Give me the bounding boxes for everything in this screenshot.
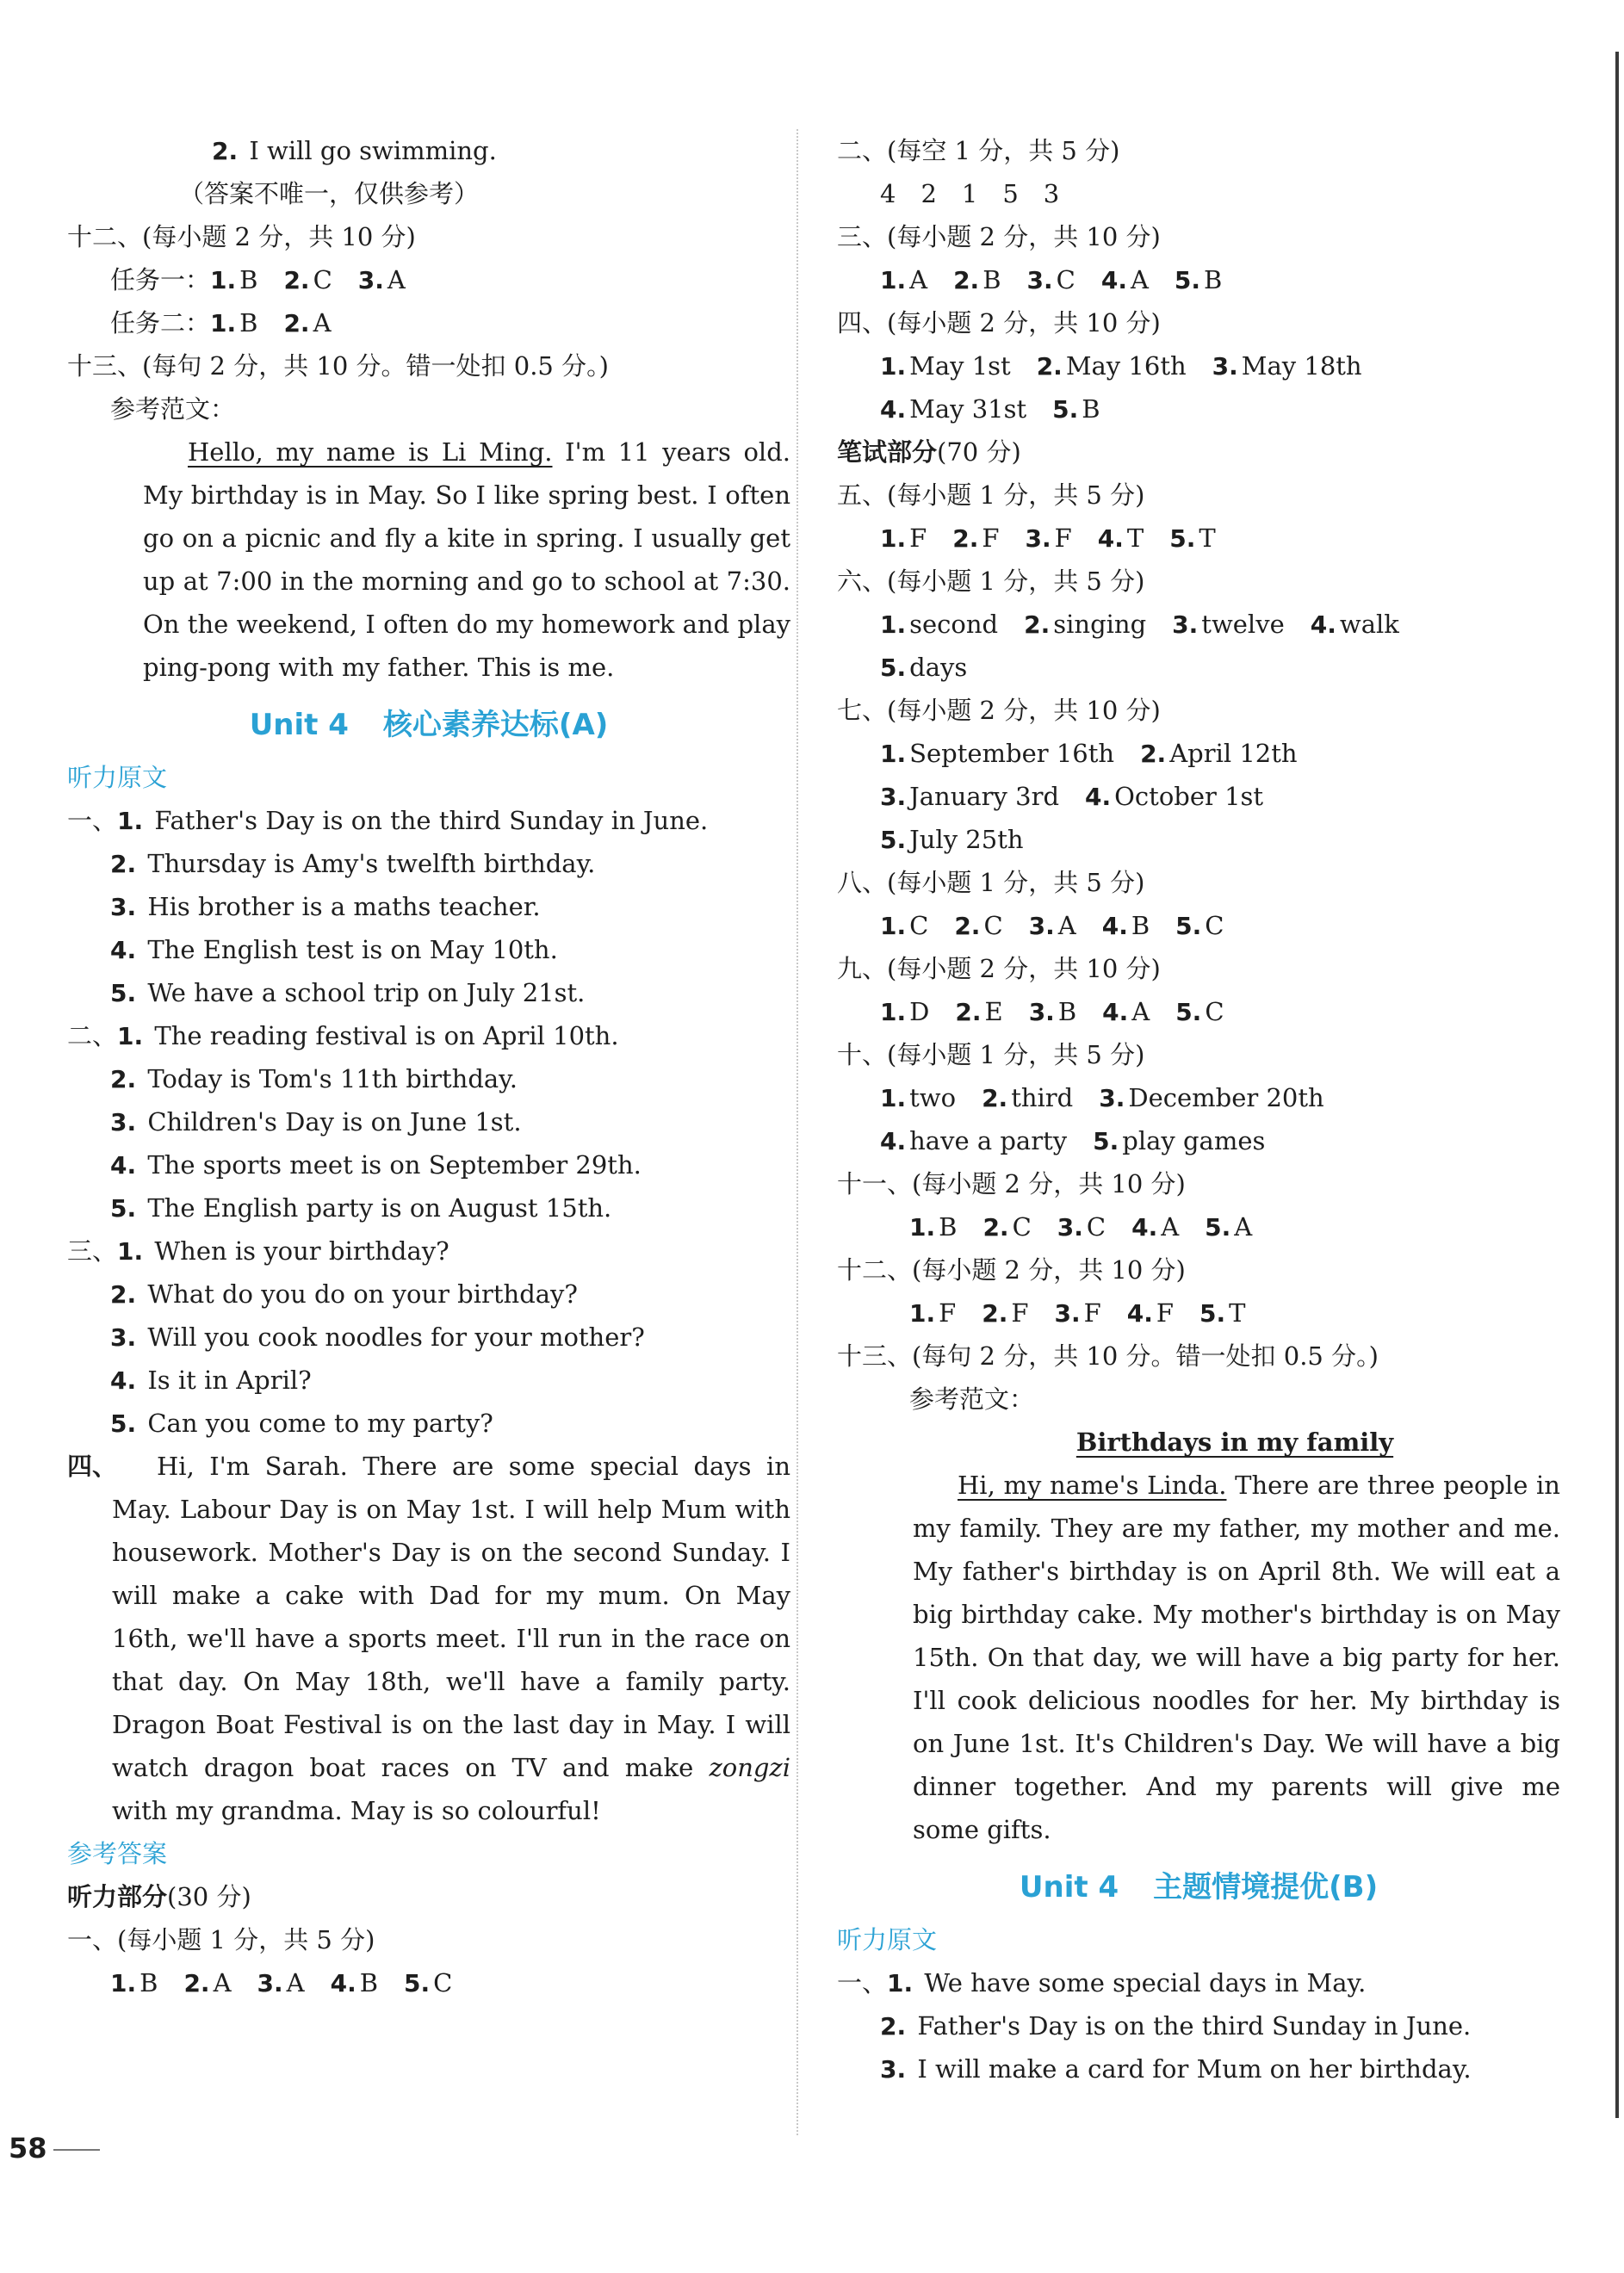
listening-item: 4. The English test is on May 10th. [110, 935, 558, 964]
answer-row: 1. B 2. C 3. C 4. A 5. A [909, 1212, 1253, 1242]
page-number-rule [53, 2149, 100, 2151]
listening-item: 4. Is it in April? [110, 1366, 312, 1395]
answer-row: 4. have a party 5. play games [880, 1126, 1266, 1155]
essay-title: Birthdays in my family [1075, 1428, 1394, 1457]
listening-item: 3. Children's Day is on June 1st. [110, 1107, 522, 1136]
listening-item: 一、1. Father's Day is on the third Sunday in June. [67, 806, 709, 835]
listening-item: 4. The sports meet is on September 29th. [110, 1150, 642, 1180]
right-column [837, 129, 1560, 2090]
listening-item: 3. Will you cook noodles for your mother? [110, 1322, 645, 1352]
answer-row: 任务二：1. B 2. A [110, 308, 332, 338]
page-edge-mark [1615, 52, 1619, 2118]
answer-row: 1. September 16th 2. April 12th [880, 739, 1298, 768]
section-header: 九、(每小题 2 分，共 10 分) [837, 954, 1161, 983]
answer-row: 任务一：1. B 2. C 3. A [110, 265, 406, 294]
section-header: 四、(每小题 2 分，共 10 分) [837, 308, 1161, 338]
section-header: 七、(每小题 2 分，共 10 分) [837, 696, 1161, 725]
answer-row: 5. days [880, 653, 968, 682]
section-header: 二、(每空 1 分，共 5 分) [837, 136, 1120, 165]
listening-item: 3. His brother is a maths teacher. [110, 892, 541, 921]
sample-essay: Hi, my name's Linda. There are three people in my family. They are my father, my mother and me. My father's birthday is on April 8th. We will eat a big birthday cake. My mother's birthday is on May 15th. On that day, we will have a big party for her. I'll cook delicious noodles for her. My birthday is on June 1st. It's Children's Day. We will have a big dinner together. And my parents will give me some gifts. [913, 1471, 1560, 1844]
unit-heading: Unit 4 核心素养达标(A) [249, 708, 609, 742]
left-column [67, 129, 790, 2004]
listening-passage: 四、 Hi, I'm Sarah. There are some special days in May. Labour Day is on May 1st. I will help Mum with housework. Mother's Day is on the second Sunday. I will make a cake with Dad for my mum. On May 16th, we'll have a sports meet. I'll run in the race on that day. On May 18th, we'll have a family party. Dragon Boat Festival is on the last day in May. I will watch dragon boat races on TV and make zongzi with my grandma. May is so colourful! [67, 1445, 790, 1832]
listening-item: 一、1. We have some special days in May. [837, 1968, 1367, 1997]
section-header: 十三、(每句 2 分，共 10 分。错一处扣 0.5 分。) [67, 351, 609, 381]
sample-essay: Hello, my name is Li Ming. I'm 11 years old. My birthday is in May. So I like spring best. I often go on a picnic and fly a kite in spring. I usually get up at 7:00 in the morning and go to school at 7:30. On the weekend, I often do my homework and play ping-pong with my father. This is me. [143, 437, 790, 682]
listening-item: 5. Can you come to my party? [110, 1409, 493, 1438]
listening-item: 2. Today is Tom's 11th birthday. [110, 1064, 518, 1093]
listening-item: 2. What do you do on your birthday? [110, 1279, 578, 1309]
page-number: 58 [9, 2132, 47, 2165]
listening-item: 二、1. The reading festival is on April 10th. [67, 1021, 619, 1050]
section-header: 十一、(每小题 2 分，共 10 分) [837, 1169, 1186, 1198]
section-header: 十、(每小题 1 分，共 5 分) [837, 1040, 1145, 1069]
section-header: 八、(每小题 1 分，共 5 分) [837, 868, 1145, 897]
answer-row: 1. F 2. F 3. F 4. F 5. T [909, 1298, 1246, 1328]
listening-item: 5. The English party is on August 15th. [110, 1193, 612, 1223]
answer-row: 1. C 2. C 3. A 4. B 5. C [880, 911, 1224, 940]
section-header: 五、(每小题 1 分，共 5 分) [837, 480, 1145, 510]
listening-item: 3. I will make a card for Mum on her birthday. [880, 2054, 1472, 2084]
part-label: 听力部分(30 分) [67, 1882, 251, 1911]
listening-item: 2. Thursday is Amy's twelfth birthday. [110, 849, 596, 878]
answer-row: 1. D 2. E 3. B 4. A 5. C [880, 997, 1224, 1026]
section-header: 十二、(每小题 2 分，共 10 分) [837, 1255, 1186, 1285]
answer-note: （答案不唯一，仅供参考） [179, 179, 480, 208]
listening-text-label: 听力原文 [67, 763, 168, 792]
section-header: 一、(每小题 1 分，共 5 分) [67, 1925, 375, 1954]
answer-row: 1. two 2. third 3. December 20th [880, 1083, 1324, 1112]
listening-item: 三、1. When is your birthday? [67, 1236, 449, 1266]
passage-text: Hi, I'm Sarah. There are some special days in May. Labour Day is on May 1st. I will help Mum with housework. Mother's Day is on the second Sunday. I will make a cake with Dad for my mum. On May 16th, we'll have a sports meet. I'll run in the race on that day. On May 18th, we'll have a family party. Dragon Boat Festival is on the last day in May. I will watch dragon boat races on TV and make zongzi with my grandma. May is so colourful! [112, 1452, 790, 1825]
listening-text-label: 听力原文 [837, 1925, 938, 1954]
answer-row: 4 2 1 5 3 [880, 179, 1060, 208]
part-label: 笔试部分(70 分) [837, 437, 1021, 467]
section-header: 十三、(每句 2 分，共 10 分。错一处扣 0.5 分。) [837, 1341, 1379, 1371]
answer-row: 1. second 2. singing 3. twelve 4. walk [880, 610, 1399, 639]
column-divider [797, 129, 798, 2135]
answer-row: 5. July 25th [880, 825, 1024, 854]
section-header: 十二、(每小题 2 分，共 10 分) [67, 222, 416, 251]
answer-row: 1. F 2. F 3. F 4. T 5. T [880, 523, 1216, 553]
listening-item: 5. We have a school trip on July 21st. [110, 978, 586, 1007]
answer-line: 2. I will go swimming. [212, 136, 497, 165]
listening-item: 2. Father's Day is on the third Sunday in June. [880, 2011, 1472, 2041]
answer-row: 1. May 1st 2. May 16th 3. May 18th [880, 351, 1362, 381]
section-header: 六、(每小题 1 分，共 5 分) [837, 567, 1145, 596]
answers-label: 参考答案 [67, 1839, 168, 1868]
sample-essay-label: 参考范文： [110, 394, 236, 424]
answer-row: 3. January 3rd 4. October 1st [880, 782, 1264, 811]
sample-essay-label: 参考范文： [909, 1384, 1035, 1414]
answer-row: 1. B 2. A 3. A 4. B 5. C [110, 1968, 453, 1997]
answer-row: 4. May 31st 5. B [880, 394, 1100, 424]
section-header: 三、(每小题 2 分，共 10 分) [837, 222, 1161, 251]
answer-row: 1. A 2. B 3. C 4. A 5. B [880, 265, 1223, 294]
unit-heading: Unit 4 主题情境提优(B) [1019, 1870, 1379, 1904]
